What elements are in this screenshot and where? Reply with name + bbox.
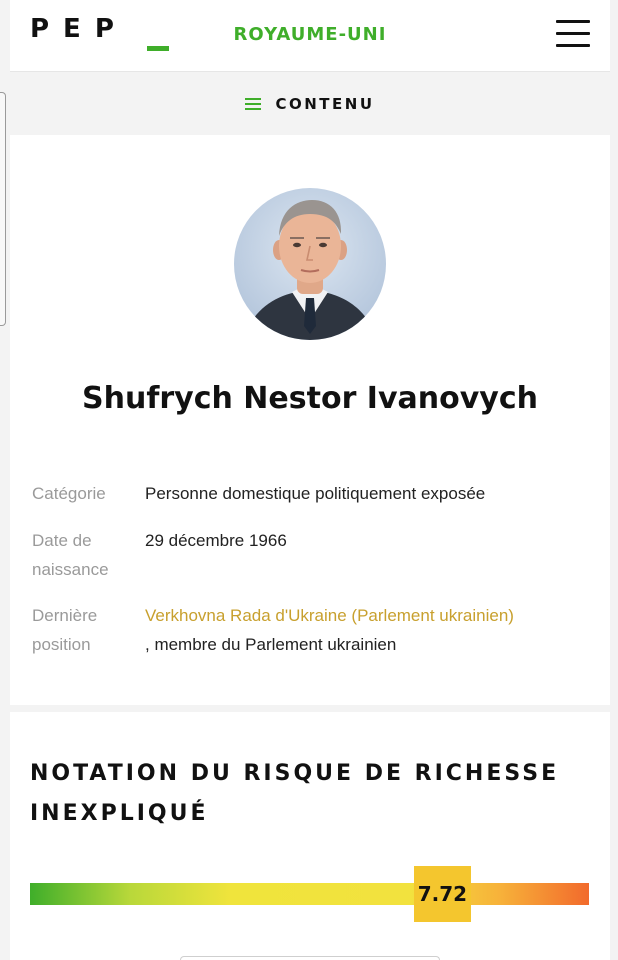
risk-score-marker: 7.72 xyxy=(414,866,471,922)
category-value: Personne domestique politiquement exposée xyxy=(145,484,486,503)
person-name: Shufrych Nestor Ivanovych xyxy=(82,381,538,416)
menu-line xyxy=(556,32,590,35)
profile-photo xyxy=(234,188,386,340)
contents-toggle-button[interactable] xyxy=(10,73,610,135)
contents-label: CONTENU xyxy=(275,95,375,113)
site-header xyxy=(10,0,610,72)
last-position-label: Dernière position xyxy=(32,606,98,654)
last-position-value xyxy=(145,601,595,659)
profile-card xyxy=(10,135,610,705)
person-portrait-icon xyxy=(234,188,386,340)
logo-cursor-mark xyxy=(147,46,169,51)
risk-rating-section xyxy=(10,712,610,960)
category-label: Catégorie xyxy=(32,484,106,503)
next-section-box xyxy=(180,956,440,960)
position-role-text: , membre du Parlement ukrainien xyxy=(145,635,397,654)
birth-date-label: Date de naissance xyxy=(32,531,109,579)
parliament-link[interactable]: Verkhovna Rada d'Ukraine (Parlement ukrainien) xyxy=(145,606,514,625)
menu-line xyxy=(556,20,590,23)
risk-gradient-bar xyxy=(30,883,589,905)
site-logo[interactable]: PEP xyxy=(30,14,128,44)
birth-date-value: 29 décembre 1966 xyxy=(145,531,287,550)
country-selector[interactable]: ROYAUME-UNI xyxy=(233,24,387,45)
risk-rating-title: NOTATION DU RISQUE DE RICHESSE INEXPLIQUÉ xyxy=(30,761,560,826)
side-drawer-handle[interactable] xyxy=(0,92,6,326)
hamburger-menu-icon[interactable] xyxy=(556,18,590,48)
menu-line xyxy=(556,44,590,47)
list-icon xyxy=(245,98,261,111)
